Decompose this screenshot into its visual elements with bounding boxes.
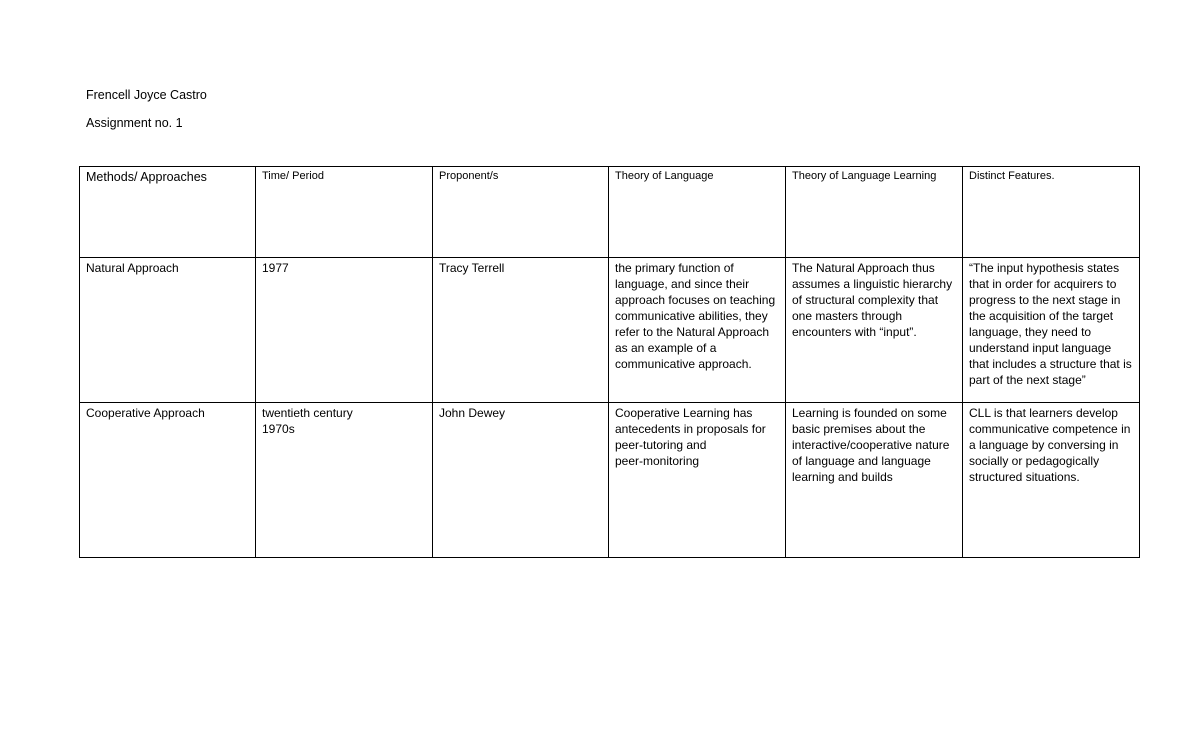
cell-method: Cooperative Approach (80, 403, 256, 558)
header-proponents: Proponent/s (433, 167, 609, 258)
header-theory-of-language-learning: Theory of Language Learning (786, 167, 963, 258)
header-time-period: Time/ Period (256, 167, 433, 258)
header-distinct-features: Distinct Features. (963, 167, 1140, 258)
cell-theory-of-learning: The Natural Approach thus assumes a linguistic hierarchy of structural complexity that one masters through encounters with “input”. (786, 258, 963, 403)
cell-method: Natural Approach (80, 258, 256, 403)
cell-period: twentieth century 1970s (256, 403, 433, 558)
cell-period: 1977 (256, 258, 433, 403)
author-name: Frencell Joyce Castro (86, 88, 207, 102)
cell-theory-of-language: the primary function of language, and since their approach focuses on teaching communicative abilities, they refer to the Natural Approach as an example of a communicative approach. (609, 258, 786, 403)
cell-distinct-features: CLL is that learners develop communicative competence in a language by conversing in socially or pedagogically structured situations. (963, 403, 1140, 558)
cell-proponent: John Dewey (433, 403, 609, 558)
table-row (80, 403, 1140, 558)
cell-theory-of-learning: Learning is founded on some basic premises about the interactive/cooperative nature of language and language learning and builds (786, 403, 963, 558)
header-theory-of-language: Theory of Language (609, 167, 786, 258)
assignment-title: Assignment no. 1 (86, 116, 183, 130)
cell-distinct-features: “The input hypothesis states that in order for acquirers to progress to the next stage in the acquisition of the target language, they need to understand input language that includes a structure that is part of the next stage” (963, 258, 1140, 403)
cell-proponent: Tracy Terrell (433, 258, 609, 403)
methods-comparison-table (79, 166, 1140, 558)
cell-theory-of-language: Cooperative Learning has antecedents in proposals for peer-tutoring and peer-monitoring (609, 403, 786, 558)
table-header-row (80, 167, 1140, 258)
table-row (80, 258, 1140, 403)
header-methods: Methods/ Approaches (80, 167, 256, 258)
